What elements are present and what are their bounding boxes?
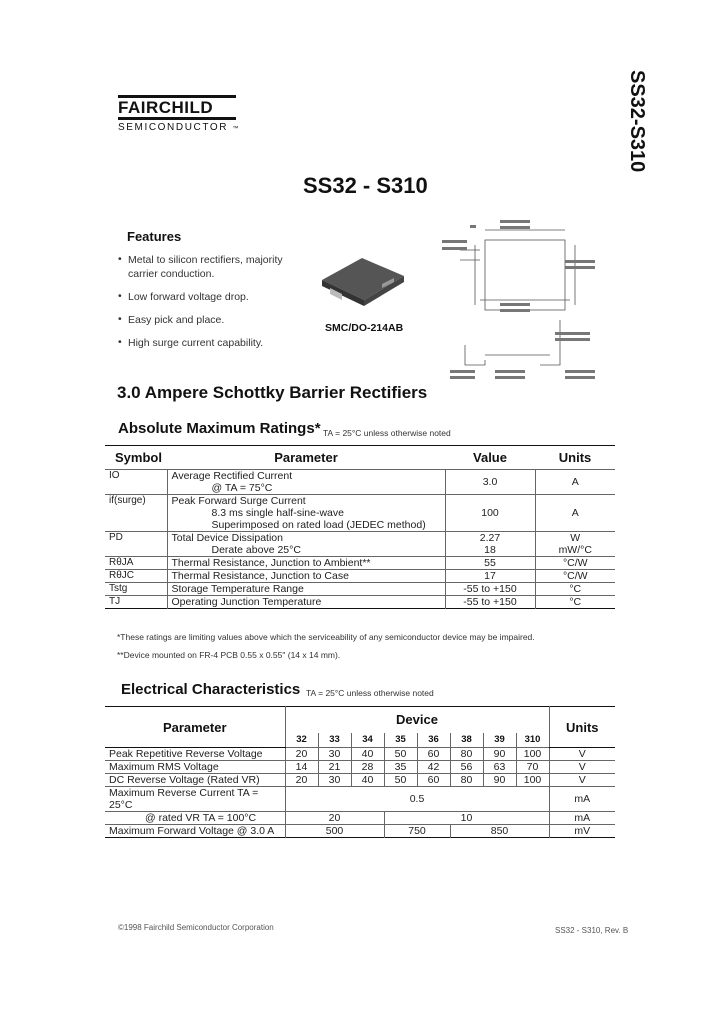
amr-symbol: PD — [105, 532, 167, 557]
amr-symbol: Tstg — [105, 583, 167, 596]
amr-parameter-line: Storage Temperature Range — [171, 583, 304, 595]
ec-value: 63 — [483, 761, 516, 774]
amr-unit — [535, 570, 615, 583]
ec-value: 90 — [483, 774, 516, 787]
amr-unit-line: °C/W — [562, 570, 588, 582]
ec-device-code: 39 — [483, 733, 516, 748]
ec-value: 850 — [450, 825, 549, 838]
amr-row — [105, 596, 615, 609]
ec-value: 60 — [417, 748, 450, 761]
ec-value: 60 — [417, 774, 450, 787]
ec-value: 80 — [450, 748, 483, 761]
logo-name: FAIRCHILD — [118, 98, 214, 117]
amr-unit-line: °C — [569, 583, 582, 595]
package-image — [312, 240, 412, 310]
amr-value — [445, 596, 535, 609]
ec-value: 100 — [516, 774, 549, 787]
amr-unit — [535, 583, 615, 596]
amr-heading: Absolute Maximum Ratings* — [118, 420, 321, 437]
amr-unit-line: A — [571, 476, 579, 488]
amr-body — [105, 470, 615, 609]
amr-parameter-line: 8.3 ms single half-sine-wave — [211, 507, 344, 519]
amr-parameter — [167, 532, 445, 557]
ec-value: 20 — [285, 748, 318, 761]
ec-body — [105, 748, 615, 838]
amr-unit — [535, 557, 615, 570]
amr-symbol: RθJA — [105, 557, 167, 570]
amr-value — [445, 495, 535, 532]
ec-value: 56 — [450, 761, 483, 774]
amr-parameter-line: Operating Junction Temperature — [171, 596, 322, 608]
amr-parameter-line: Derate above 25°C — [211, 544, 301, 556]
amr-parameter — [167, 570, 445, 583]
amr-symbol: TJ — [105, 596, 167, 609]
ec-value: 50 — [384, 748, 417, 761]
amr-row — [105, 495, 615, 532]
amr-parameter-line: Thermal Resistance, Junction to Case — [171, 570, 349, 582]
ec-value: 40 — [351, 748, 384, 761]
amr-header-symbol: Symbol — [115, 450, 162, 465]
amr-parameter-line: Thermal Resistance, Junction to Ambient** — [171, 557, 371, 569]
ec-value: 42 — [417, 761, 450, 774]
ec-value: 90 — [483, 748, 516, 761]
ec-heading: Electrical Characteristics — [121, 681, 301, 698]
amr-symbol: IO — [105, 470, 167, 495]
amr-value — [445, 470, 535, 495]
ec-row — [105, 748, 615, 761]
amr-unit — [535, 470, 615, 495]
features-heading: Features — [127, 229, 182, 244]
ec-device-code: 36 — [417, 733, 450, 748]
ec-value: 14 — [285, 761, 318, 774]
dimension-drawing — [440, 220, 610, 390]
ec-condition: TA = 25°C unless otherwise noted — [306, 688, 434, 698]
amr-parameter — [167, 596, 445, 609]
ec-row-reverse-current-hot — [105, 812, 615, 825]
amr-header-parameter: Parameter — [274, 450, 338, 465]
amr-symbol: RθJC — [105, 570, 167, 583]
feature-item: • High surge current capability. — [118, 337, 298, 349]
ec-table — [105, 706, 615, 838]
feature-item: • Metal to silicon rectifiers, majority — [118, 254, 298, 266]
amr-parameter-line: Superimposed on rated load (JEDEC method) — [211, 519, 426, 531]
ec-device-code: 35 — [384, 733, 417, 748]
ec-value: 750 — [384, 825, 450, 838]
page-title: SS32 - S310 — [303, 173, 428, 198]
feature-item: • Easy pick and place. — [118, 314, 298, 326]
amr-row — [105, 570, 615, 583]
footer-revision: SS32 - S310, Rev. B — [555, 926, 629, 935]
amr-value-line: 2.27 — [479, 532, 501, 544]
amr-note-1: *These ratings are limiting values above which the serviceability of any semiconductor device may be impaired. — [117, 632, 535, 642]
ec-value: 80 — [450, 774, 483, 787]
amr-value-line: 17 — [484, 570, 496, 582]
amr-table — [105, 445, 615, 609]
ec-value: 40 — [351, 774, 384, 787]
amr-parameter — [167, 557, 445, 570]
amr-unit — [535, 495, 615, 532]
logo-sub-text: SEMICONDUCTOR — [118, 122, 229, 133]
ec-parameter: Maximum Forward Voltage @ 3.0 A — [105, 825, 285, 838]
ec-unit: mV — [549, 825, 615, 838]
amr-header-units: Units — [558, 450, 592, 465]
ec-unit: V — [549, 748, 615, 761]
amr-unit — [535, 532, 615, 557]
ec-device-code: 34 — [351, 733, 384, 748]
amr-unit-line: °C/W — [562, 557, 588, 569]
ec-value: 35 — [384, 761, 417, 774]
amr-value — [445, 557, 535, 570]
side-part-text: SS32-S310 — [626, 70, 648, 173]
ec-device-code: 33 — [318, 733, 351, 748]
amr-row — [105, 532, 615, 557]
feature-item: • Low forward voltage drop. — [118, 291, 298, 303]
ec-device-code: 32 — [285, 733, 318, 748]
amr-value-line: 100 — [481, 507, 499, 519]
footer-copyright: ©1998 Fairchild Semiconductor Corporation — [118, 923, 274, 932]
amr-condition: TA = 25°C unless otherwise noted — [323, 428, 451, 438]
amr-value — [445, 583, 535, 596]
ec-row-reverse-current — [105, 787, 615, 812]
amr-row — [105, 583, 615, 596]
amr-parameter — [167, 495, 445, 532]
features-list — [118, 254, 298, 357]
amr-value — [445, 570, 535, 583]
ec-parameter: Maximum Reverse Current TA = 25°C — [105, 787, 285, 812]
ec-value: 30 — [318, 774, 351, 787]
amr-parameter-line: Total Device Dissipation — [171, 532, 283, 544]
amr-row — [105, 470, 615, 495]
ec-device-code: 38 — [450, 733, 483, 748]
amr-parameter-line: Average Rectified Current — [171, 470, 293, 482]
ec-unit: mA — [549, 787, 615, 812]
amr-unit-line: mW/°C — [558, 544, 592, 556]
amr-row — [105, 557, 615, 570]
logo-subtitle — [118, 122, 238, 133]
ec-value: 100 — [516, 748, 549, 761]
amr-note-2: **Device mounted on FR-4 PCB 0.55 x 0.55" (14 x 14 mm). — [117, 650, 341, 660]
ec-unit: V — [549, 761, 615, 774]
amr-unit — [535, 596, 615, 609]
ec-header-parameter: Parameter — [105, 707, 285, 748]
ec-parameter: Peak Repetitive Reverse Voltage — [105, 748, 285, 761]
amr-parameter-line: @ TA = 75°C — [211, 482, 273, 494]
amr-value-line: -55 to +150 — [463, 596, 517, 608]
amr-parameter — [167, 583, 445, 596]
amr-unit-line: W — [570, 532, 581, 544]
ec-value: 30 — [318, 748, 351, 761]
amr-value-line: -55 to +150 — [463, 583, 517, 595]
ec-parameter: @ rated VR TA = 100°C — [105, 812, 285, 825]
logo-tm: ™ — [232, 126, 239, 132]
ec-header-units: Units — [549, 707, 615, 748]
ec-value: 10 — [384, 812, 549, 825]
fairchild-logo — [118, 95, 253, 140]
ec-unit: V — [549, 774, 615, 787]
amr-parameter-line: Peak Forward Surge Current — [171, 495, 306, 507]
ec-value: 20 — [285, 774, 318, 787]
ec-value: 21 — [318, 761, 351, 774]
amr-value-line: 55 — [484, 557, 496, 569]
amr-parameter — [167, 470, 445, 495]
amr-unit-line: °C — [569, 596, 582, 608]
ec-unit: mA — [549, 812, 615, 825]
amr-symbol: if(surge) — [105, 495, 167, 532]
ec-row — [105, 774, 615, 787]
feature-item-cont: carrier conduction. — [128, 268, 215, 280]
ec-value: 20 — [285, 812, 384, 825]
amr-value-line: 18 — [484, 544, 496, 556]
ec-parameter: DC Reverse Voltage (Rated VR) — [105, 774, 285, 787]
ec-header-device: Device — [285, 707, 549, 733]
ec-value: 50 — [384, 774, 417, 787]
ec-value: 28 — [351, 761, 384, 774]
ec-device-code: 310 — [516, 733, 549, 748]
ec-parameter: Maximum RMS Voltage — [105, 761, 285, 774]
ec-value: 0.5 — [285, 787, 549, 812]
ec-value: 70 — [516, 761, 549, 774]
package-label: SMC/DO-214AB — [325, 322, 404, 334]
ec-row-forward-voltage — [105, 825, 615, 838]
product-subtitle: 3.0 Ampere Schottky Barrier Rectifiers — [117, 383, 428, 402]
ec-row — [105, 761, 615, 774]
amr-unit-line: A — [571, 507, 579, 519]
amr-value — [445, 532, 535, 557]
amr-value-line: 3.0 — [482, 476, 498, 488]
ec-value: 500 — [285, 825, 384, 838]
side-part-label — [618, 70, 648, 180]
amr-header-value: Value — [473, 450, 507, 465]
